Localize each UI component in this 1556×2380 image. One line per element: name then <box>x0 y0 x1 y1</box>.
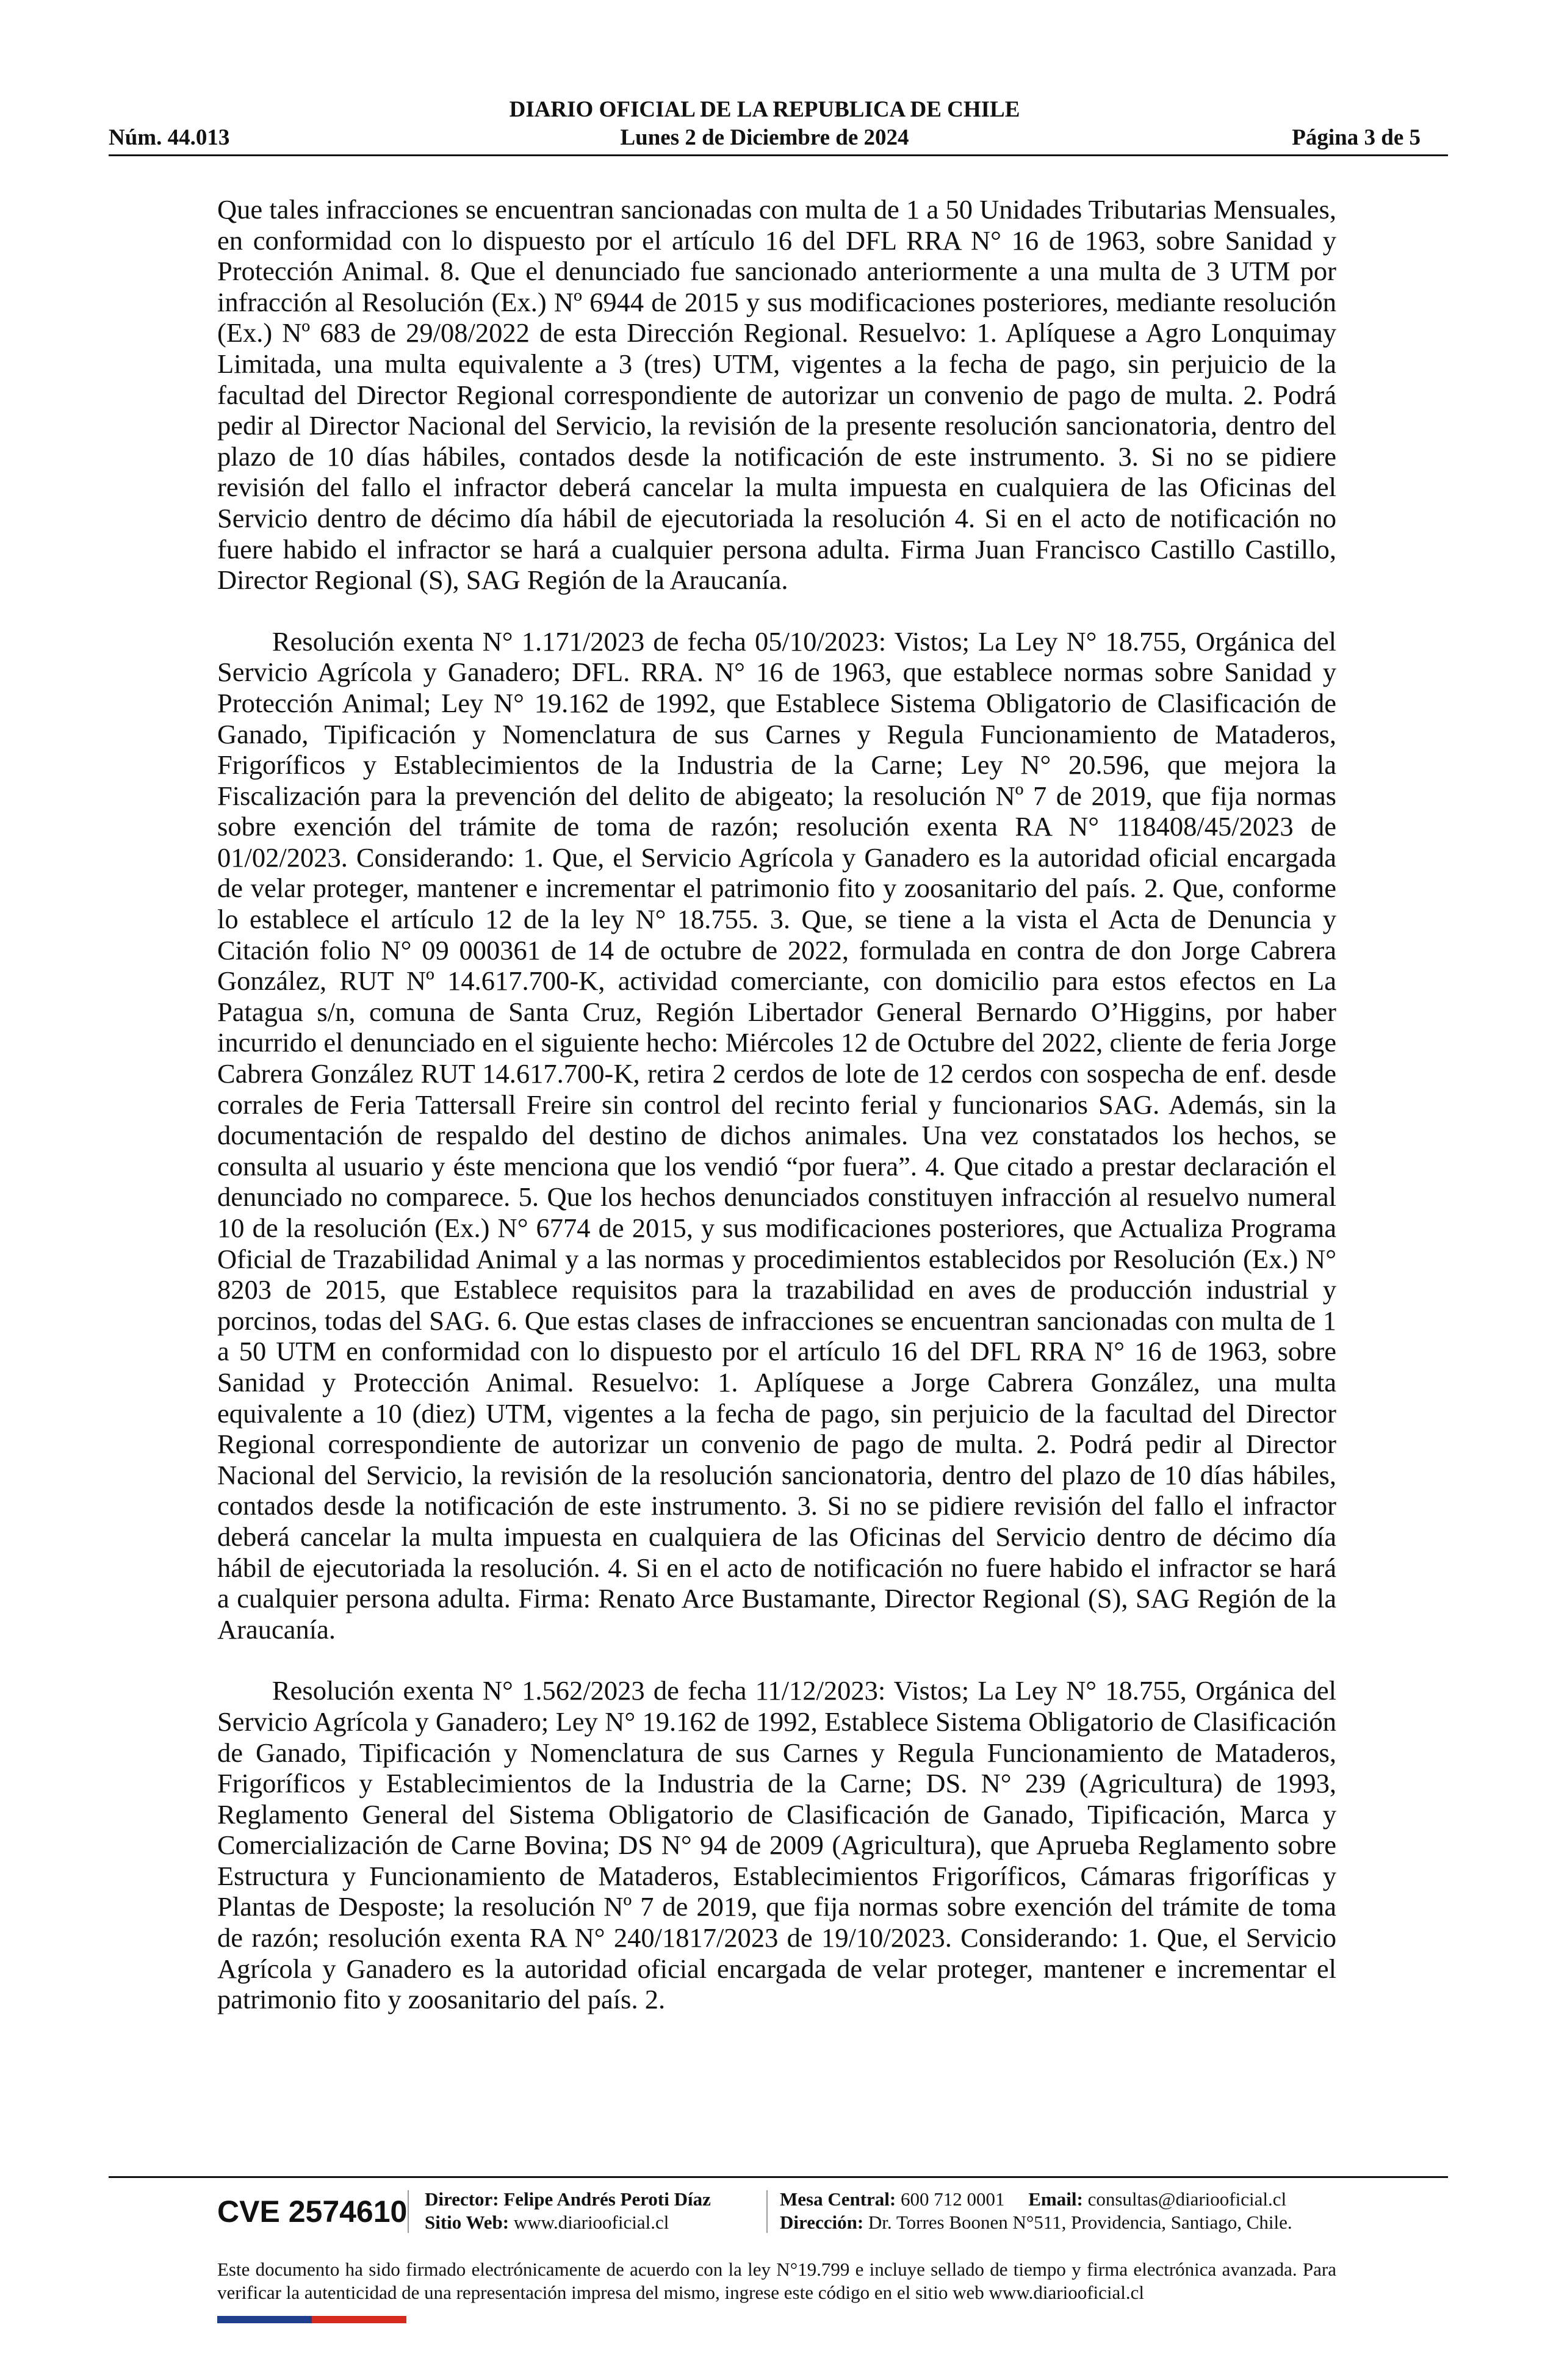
footer-separator <box>766 2190 768 2233</box>
flag-stripe <box>217 2316 406 2323</box>
email-link[interactable]: consultas@diariooficial.cl <box>1087 2188 1287 2210</box>
footer-contact-block <box>780 2188 1292 2234</box>
address-value: Dr. Torres Boonen N°511, Providencia, Santiago, Chile. <box>868 2212 1292 2233</box>
paragraph-2: Resolución exenta N° 1.171/2023 de fecha 05/10/2023: Vistos; La Ley N° 18.755, Orgánica del Servicio Agrícola y Ganadero; DFL. RRA. N° 16 de 1963, que establece normas sobre Sanidad y Protección Animal; Ley N° 19.162 de 1992, que Establece Sistema Obligatorio de Clasificación de Ganado, Tipificación y Nomenclatura de sus Carnes y Regula Funcionamiento de Mataderos, Frigoríficos y Establecimientos de la Industria de la Carne; Ley N° 20.596, que mejora la Fiscalización para la prevención del delito de abigeato; la resolución Nº 7 de 2019, que fija normas sobre exención del trámite de toma de razón; resolución exenta RA N° 118408/45/2023 de 01/02/2023. Considerando: 1. Que, el Servicio Agrícola y Ganadero es la autoridad oficial encargada de velar proteger, mantener e incrementar el patrimonio fito y zoosanitario del país. 2. Que, conforme lo establece el artículo 12 de la ley N° 18.755. 3. Que, se tiene a la vista el Acta de Denuncia y Citación folio N° 09 000361 de 14 de octubre de 2022, formulada en contra de don Jorge Cabrera González, RUT Nº 14.617.700-K, actividad comerciante, con domicilio para estos efectos en La Patagua s/n, comuna de Santa Cruz, Región Libertador General Bernardo O’Higgins, por haber incurrido el denunciado en el siguiente hecho: Miércoles 12 de Octubre del 2022, cliente de feria Jorge Cabrera González RUT 14.617.700-K, retira 2 cerdos de lote de 12 cerdos con sospecha de enf. desde corrales de Feria Tattersall Freire sin control del recinto ferial y funcionarios SAG. Además, sin la documentación de respaldo del destino de dichos animales. Una vez constatados los hechos, se consulta al usuario y éste menciona que los vendió “por fuera”. 4. Que citado a prestar declaración el denunciado no comparece. 5. Que los hechos denunciados constituyen infracción al resuelvo numeral 10 de la resolución (Ex.) N° 6774 de 2015, y sus modificaciones posteriores, que Actualiza Programa Oficial de Trazabilidad Animal y a las normas y procedimientos establecidos por Resolución (Ex.) N° 8203 de 2015, que Establece requisitos para la trazabilidad en aves de producción industrial y porcinos, todas del SAG. 6. Que estas clases de infracciones se encuentran sancionadas con multa de 1 a 50 UTM en conformidad con lo dispuesto por el artículo 16 del DFL RRA N° 16 de 1963, sobre Sanidad y Protección Animal. Resuelvo: 1. Aplíquese a Jorge Cabrera González, una multa equivalente a 10 (diez) UTM, vigentes a la fecha de pago, sin perjuicio de la facultad del Director Regional correspondiente de autorizar un convenio de pago de multa. 2. Podrá pedir al Director Nacional del Servicio, la revisión de la resolución sancionatoria, dentro del plazo de 10 días hábiles, contados desde la notificación de este instrumento. 3. Si no se pidiere revisión del fallo el infractor deberá cancelar la multa impuesta en cualquiera de las Oficinas del Servicio dentro de décimo día hábil de ejecutoriada la resolución. 4. Si en el acto de notificación no fuere habido el infractor se hará a cualquier persona adulta. Firma: Renato Arce Bustamante, Director Regional (S), SAG Región de la Araucanía. <box>217 626 1336 1645</box>
issue-date: Lunes 2 de Diciembre de 2024 <box>620 125 909 150</box>
footer-divider <box>109 2176 1448 2178</box>
paragraph-3: Resolución exenta N° 1.562/2023 de fecha 11/12/2023: Vistos; La Ley N° 18.755, Orgánica del Servicio Agrícola y Ganadero; Ley N° 19.162 de 1992, Establece Sistema Obligatorio de Clasificación de Ganado, Tipificación y Nomenclatura de sus Carnes y Regula Funcionamiento de Mataderos, Frigoríficos y Establecimientos de la Industria de la Carne; DS. N° 239 (Agricultura) de 1993, Reglamento General del Sistema Obligatorio de Clasificación de Ganado, Tipificación, Marca y Comercialización de Carne Bovina; DS N° 94 de 2009 (Agricultura), que Aprueba Reglamento sobre Estructura y Funcionamiento de Mataderos, Establecimientos Frigoríficos, Cámaras frigoríficas y Plantas de Desposte; la resolución Nº 7 de 2019, que fija normas sobre exención del trámite de toma de razón; resolución exenta RA N° 240/1817/2023 de 19/10/2023. Considerando: 1. Que, el Servicio Agrícola y Ganadero es la autoridad oficial encargada de velar proteger, mantener e incrementar el patrimonio fito y zoosanitario del país. 2. <box>217 1675 1336 2015</box>
email-label: Email: <box>1028 2188 1083 2210</box>
signature-note: Este documento ha sido firmado electrónicamente de acuerdo con la ley N°19.799 e incluye sellado de tiempo y firma electrónica avanzada. Para verificar la autenticidad de una representación impresa del mismo, ingrese este código en el sitio web www.diariooficial.cl <box>217 2259 1336 2303</box>
page-footer <box>217 2188 1377 2237</box>
page-indicator: Página 3 de 5 <box>1292 125 1421 150</box>
document-body <box>217 194 1336 2046</box>
issue-number: Núm. 44.013 <box>109 125 230 150</box>
address-label: Dirección: <box>780 2212 864 2233</box>
footer-director-block <box>425 2188 711 2234</box>
page-header <box>109 96 1421 151</box>
director-label: Director: Felipe Andrés Peroti Díaz <box>425 2188 711 2210</box>
publication-title: DIARIO OFICIAL DE LA REPUBLICA DE CHILE <box>509 97 1020 122</box>
flag-red-segment <box>312 2316 406 2323</box>
cve-code: CVE 2574610 <box>217 2194 408 2229</box>
web-label: Sitio Web: <box>425 2212 510 2233</box>
flag-blue-segment <box>217 2316 312 2323</box>
header-divider <box>109 154 1448 156</box>
web-link[interactable]: www.diariooficial.cl <box>513 2212 669 2233</box>
phone-label: Mesa Central: <box>780 2188 896 2210</box>
phone-value: 600 712 0001 <box>901 2188 1005 2210</box>
paragraph-1: Que tales infracciones se encuentran sancionadas con multa de 1 a 50 Unidades Tributarias Mensuales, en conformidad con lo dispuesto por el artículo 16 del DFL RRA N° 16 de 1963, sobre Sanidad y Protección Animal. 8. Que el denunciado fue sancionado anteriormente a una multa de 3 UTM por infracción al Resolución (Ex.) Nº 6944 de 2015 y sus modificaciones posteriores, mediante resolución (Ex.) Nº 683 de 29/08/2022 de esta Dirección Regional. Resuelvo: 1. Aplíquese a Agro Lonquimay Limitada, una multa equivalente a 3 (tres) UTM, vigentes a la fecha de pago, sin perjuicio de la facultad del Director Regional correspondiente de autorizar un convenio de pago de multa. 2. Podrá pedir al Director Nacional del Servicio, la revisión de la presente resolución sancionatoria, dentro del plazo de 10 días hábiles, contados desde la notificación de este instrumento. 3. Si no se pidiere revisión del fallo el infractor deberá cancelar la multa impuesta en cualquiera de las Oficinas del Servicio dentro de décimo día hábil de ejecutoriada la resolución 4. Si en el acto de notificación no fuere habido el infractor se hará a cualquier persona adulta. Firma Juan Francisco Castillo Castillo, Director Regional (S), SAG Región de la Araucanía. <box>217 194 1336 596</box>
footer-separator <box>408 2190 409 2233</box>
